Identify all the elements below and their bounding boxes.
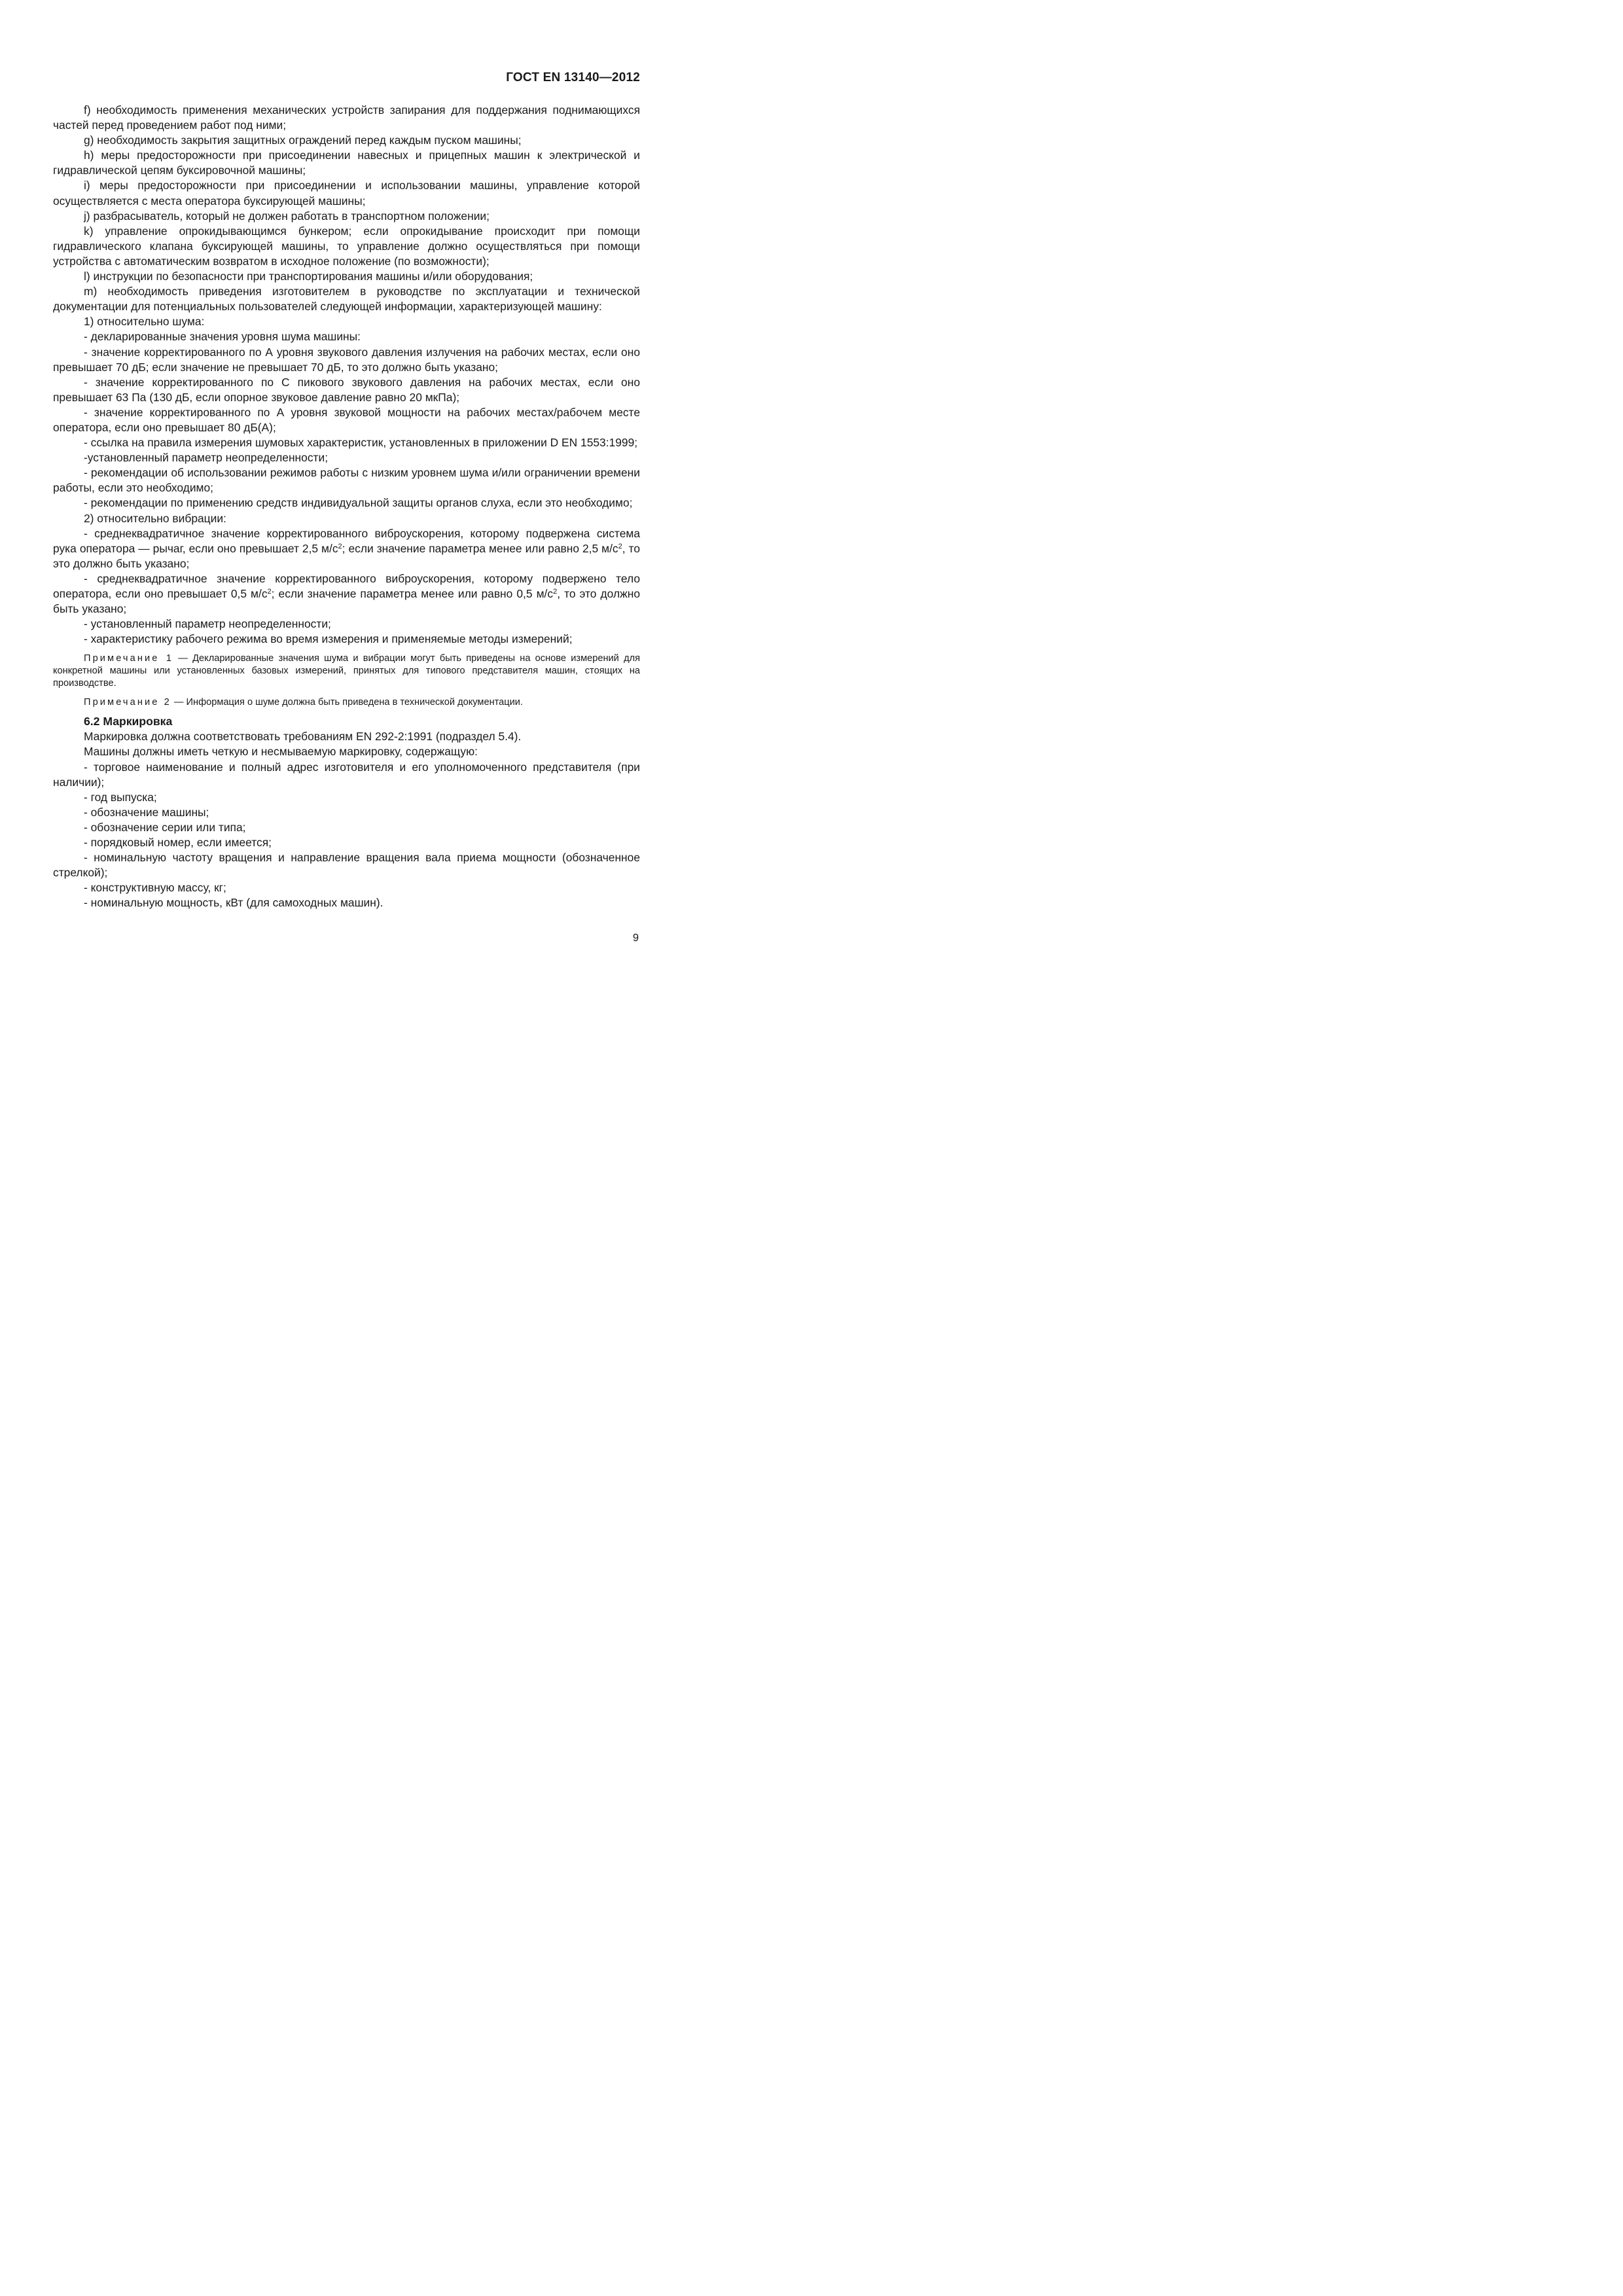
paragraph: l) инструкции по безопасности при транспортирования машины и/или оборудования;	[84, 270, 533, 283]
paragraph: - обозначение серии или типа;	[84, 820, 246, 834]
note-2: Примечание 2 — Информация о шуме должна быть приведена в технической документации.	[84, 697, 523, 708]
paragraph: m) необходимость приведения изготовителем в руководстве по эксплуатации и технической документации для потенциальных пользователей следующей информации, характеризующей машину:	[53, 285, 640, 314]
paragraph: - торговое наименование и полный адрес изготовителя и его уполномоченного представителя (при наличии);	[53, 760, 640, 789]
paragraph: -установленный параметр неопределенности;	[84, 451, 329, 465]
paragraph: - обозначение машины;	[84, 805, 209, 819]
paragraph: - номинальную мощность, кВт (для самоходных машин).	[84, 896, 383, 910]
paragraph: - конструктивную массу, кг;	[84, 881, 226, 895]
paragraph: - значение корректированного по А уровня звуковой мощности на рабочих местах/рабочем месте оператора, если оно превышает 80 дБ(А);	[53, 405, 640, 434]
paragraph: 2) относительно вибрации:	[84, 511, 226, 525]
paragraph-vibration-1: - среднеквадратичное значение корректированного виброускорения, которому подвержена система рука оператора — рычаг, если оно превышает 2,5 $м/с^2$; если значение параметра менее или равно 2,5 $м/с^2$, то это должно быть указано;	[53, 526, 641, 570]
document-header: ГОСТ EN 13140—2012	[506, 71, 640, 84]
document-page	[0, 0, 724, 1026]
section-heading: 6.2 Маркировка	[84, 715, 173, 728]
paragraph: j) разбрасыватель, который не должен работать в транспортном положении;	[84, 209, 490, 223]
paragraph: g) необходимость закрытия защитных ограждений перед каждым пуском машины;	[84, 134, 522, 147]
paragraph: - рекомендации об использовании режимов работы с низким уровнем шума и/или ограничении времени работы, если это необходимо;	[53, 466, 640, 495]
paragraph: Маркировка должна соответствовать требованиям EN 292-2:1991 (подраздел 5.4).	[84, 730, 522, 744]
paragraph: Машины должны иметь четкую и несмываемую маркировку, содержащую:	[84, 745, 478, 759]
note-label: Примечание 1	[84, 653, 174, 664]
paragraph: f) необходимость применения механических устройств запирания для поддержания поднимающихся частей перед проведением работ под ними;	[53, 103, 640, 132]
paragraph: - значение корректированного по С пикового звукового давления на рабочих местах, если оно превышает 63 Па (130 дБ, если опорное звуковое давление равно 20 мкПа);	[53, 375, 640, 404]
paragraph: - ссылка на правила измерения шумовых характеристик, установленных в приложении D EN 1553:1999;	[84, 436, 638, 450]
paragraph: - характеристику рабочего режима во время измерения и применяемые методы измерений;	[84, 632, 573, 646]
note-label: Примечание 2	[84, 697, 171, 708]
paragraph: - декларированные значения уровня шума машины:	[84, 330, 361, 344]
paragraph: i) меры предосторожности при присоединении и использовании машины, управление которой осуществляется с места оператора буксирующей машины;	[53, 179, 640, 207]
paragraph: - год выпуска;	[84, 790, 157, 804]
paragraph: - установленный параметр неопределенности;	[84, 617, 331, 631]
paragraph: 1) относительно шума:	[84, 315, 205, 329]
page-number: 9	[632, 932, 639, 944]
note-1: Примечание 1 — Декларированные значения шума и вибрации могут быть приведены на основе измерений для конкретной машины или установленных базовых измерений, принятых для типового представителя машин, стоящих на производстве.	[53, 653, 640, 689]
paragraph: - рекомендации по применению средств индивидуальной защиты органов слуха, если это необходимо;	[84, 496, 633, 510]
document-body	[53, 103, 640, 911]
paragraph: - номинальную частоту вращения и направление вращения вала приема мощности (обозначенное стрелкой);	[53, 851, 640, 880]
paragraph: h) меры предосторожности при присоединении навесных и прицепных машин к электрической и гидравлической цепям буксировочной машины;	[53, 149, 640, 177]
paragraph-vibration-2: - среднеквадратичное значение корректированного виброускорения, которому подвержено тело оператора, если оно превышает 0,5 $м/с^2$; если значение параметра менее или равно 0,5 $м/с^2$, то это должно быть указано;	[53, 571, 641, 616]
paragraph: - значение корректированного по А уровня звукового давления излучения на рабочих местах, если оно превышает 70 дБ; если значение не превышает 70 дБ, то это должно быть указано;	[53, 345, 640, 374]
paragraph: k) управление опрокидывающимся бункером; если опрокидывание происходит при помощи гидравлического клапана буксирующей машины, то управление должно осуществляться при помощи устройства с автоматическим возвратом в исходное положение (по возможности);	[53, 224, 640, 268]
paragraph: - порядковый номер, если имеется;	[84, 836, 272, 850]
